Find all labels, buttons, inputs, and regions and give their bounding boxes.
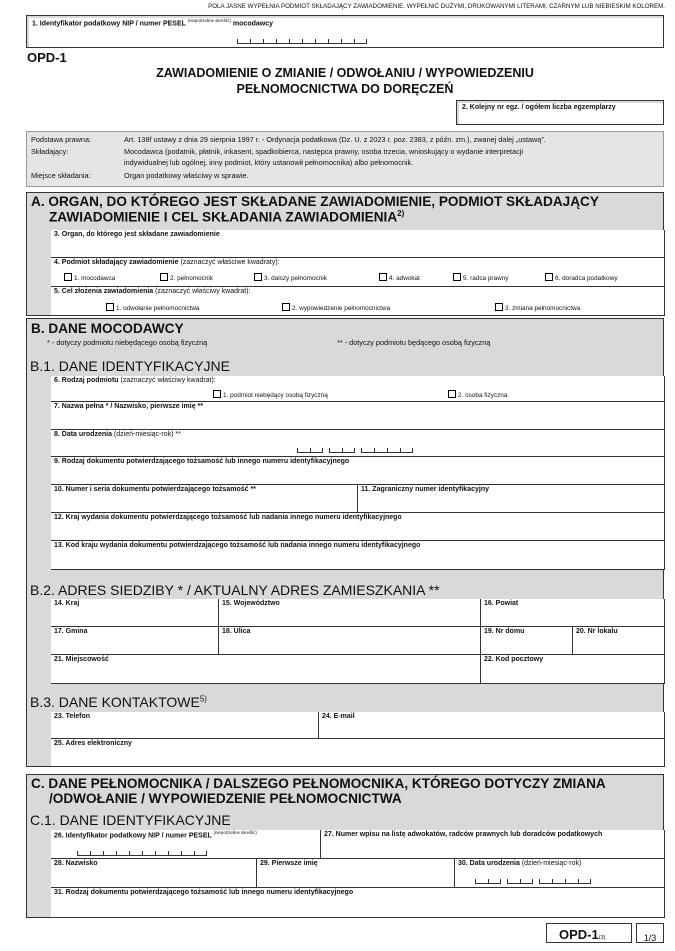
field-4-option-6[interactable]: 6. doradca podatkowy [545, 273, 618, 282]
checkbox-icon[interactable] [213, 390, 221, 398]
field-1-suffix: mocodawcy [232, 20, 273, 28]
field-2-label: 2. Kolejny nr egz. / ogółem liczba egzemplarzy [462, 104, 616, 111]
field-5-option-3[interactable]: 3. zmiana pełnomocnictwa [495, 303, 580, 312]
footer-form-code: OPD-1 [559, 927, 599, 942]
field-30-hint: (dzień-miesiąc-rok) [521, 860, 582, 867]
section-c1-title: C.1. DANE IDENTYFIKACYJNE [30, 812, 231, 828]
field-13-box[interactable] [51, 541, 665, 570]
field-19-label: 19. Nr domu [484, 628, 525, 635]
field-6-hint: (zaznaczyć właściwy kwadrat): [120, 377, 216, 384]
field-9-label: 9. Rodzaj dokumentu potwierdzającego tożsamość lub innego numeru identyfikacyjnego [54, 458, 350, 465]
submitter-value-2: indywidualnej lub ogólnej, inny podmiot, który ustanowił pełnomocnika) albo pełnomocnik. [124, 158, 414, 167]
field-27-box[interactable] [321, 830, 665, 859]
section-b [26, 318, 664, 767]
field-11-label: 11. Zagraniczny numer identyfikacyjny [361, 486, 489, 493]
checkbox-icon[interactable] [448, 390, 456, 398]
field-5-label: 5. Cel złożenia zawiadomienia [54, 288, 154, 295]
field-26-sup: (niepotrzebne skreślić) [213, 830, 257, 835]
field-8-date-ticks [329, 448, 355, 453]
section-c [26, 774, 664, 918]
field-1-digit-ticks [237, 39, 367, 44]
field-22-box[interactable] [481, 655, 665, 684]
form-title-line-1: ZAWIADOMIENIE O ZMIANIE / ODWOŁANIU / WYPOWIEDZENIU [156, 66, 534, 80]
field-23-box[interactable] [51, 712, 319, 739]
field-6-box [51, 376, 665, 402]
field-4-hint: (zaznaczyć właściwe kwadraty): [180, 259, 280, 266]
field-29-label: 29. Pierwsze imię [260, 860, 318, 867]
field-14-label: 14. Kraj [54, 600, 80, 607]
field-2-box[interactable] [456, 100, 664, 125]
field-30-date-ticks [507, 879, 533, 884]
field-7-label: 7. Nazwa pełna * / Nazwisko, pierwsze imię ** [54, 403, 204, 410]
field-6-option-2[interactable]: 2. osoba fizyczna [448, 390, 507, 399]
checkbox-icon[interactable] [106, 303, 114, 311]
field-22-label: 22. Kod pocztowy [484, 656, 544, 663]
legal-basis-label: Podstawa prawna: [31, 135, 92, 144]
checkbox-icon[interactable] [453, 273, 461, 281]
checkbox-icon[interactable] [282, 303, 290, 311]
field-1-sup: (niepotrzebne skreślić) [187, 18, 231, 23]
field-7-box[interactable] [51, 402, 665, 430]
meta-block [26, 131, 664, 187]
field-4-option-3[interactable]: 3. dalszy pełnomocnik [254, 273, 327, 282]
field-6-label: 6. Rodzaj podmiotu [54, 377, 119, 384]
section-b3-title: B.3. DANE KONTAKTOWE [30, 694, 200, 710]
field-16-label: 16. Powiat [484, 600, 519, 607]
field-13-label: 13. Kod kraju wydania dokumentu potwierdzającego tożsamość lub nadania innego numeru identyfikacyjnego [54, 542, 421, 549]
field-9-box[interactable] [51, 457, 665, 485]
field-5-option-2[interactable]: 2. wypowiedzenie pełnomocnictwa [282, 303, 390, 312]
field-11-box[interactable] [358, 485, 665, 513]
field-8-box[interactable] [51, 430, 665, 457]
footer-form-code-box [546, 923, 632, 943]
field-23-label: 23. Telefon [54, 713, 91, 720]
field-30-label: 30. Data urodzenia [458, 860, 520, 867]
field-4-option-2[interactable]: 2. pełnomocnik [160, 273, 213, 282]
field-25-label: 25. Adres elektroniczny [54, 740, 132, 747]
field-17-box[interactable] [51, 627, 219, 655]
field-21-label: 21. Miejscowość [54, 656, 109, 663]
section-a-title-2: ZAWIADOMIENIE I CEL SKŁADANIA ZAWIADOMIENIA [49, 209, 398, 225]
field-3-box[interactable] [51, 230, 665, 258]
section-b2-title: B.2. ADRES SIEDZIBY * / AKTUALNY ADRES ZAMIESZKANIA ** [30, 582, 440, 598]
submitter-value-1: Mocodawca (podatnik, płatnik, inkasent, spadkobierca, następca prawny, osoba trzecia, wnioskujący o wydanie interpretacji [124, 147, 523, 156]
field-4-option-1[interactable]: 1. mocodawca [64, 273, 115, 282]
field-29-box[interactable] [257, 859, 455, 888]
section-a-title-sup: 2) [397, 209, 405, 218]
field-8-date-ticks [297, 448, 323, 453]
field-30-date-ticks [475, 879, 501, 884]
field-31-label: 31. Rodzaj dokumentu potwierdzającego tożsamość lub innego numeru identyfikacyjnego [54, 889, 354, 896]
field-31-box[interactable] [51, 888, 665, 918]
field-4-option-5[interactable]: 5. radca prawny [453, 273, 508, 282]
field-12-box[interactable] [51, 513, 665, 541]
field-6-option-1[interactable]: 1. podmiot niebędący osobą fizyczną [213, 390, 328, 399]
field-27-label: 27. Numer wpisu na listę adwokatów, radców prawnych lub doradców podatkowych [324, 831, 603, 838]
field-3-label: 3. Organ, do którego jest składane zawiadomienie [54, 231, 220, 238]
field-26-digit-ticks [77, 851, 207, 856]
field-15-label: 15. Województwo [222, 600, 280, 607]
field-14-box[interactable] [51, 599, 219, 627]
field-20-label: 20. Nr lokalu [576, 628, 618, 635]
field-8-date-ticks [361, 448, 413, 453]
field-5-option-1[interactable]: 1. odwołanie pełnomocnictwa [106, 303, 199, 312]
form-code: OPD-1 [27, 50, 67, 65]
field-17-label: 17. Gmina [54, 628, 88, 635]
section-c-title-1: C. DANE PEŁNOMOCNIKA / DALSZEGO PEŁNOMOCNIKA, KTÓREGO DOTYCZY ZMIANA [31, 776, 606, 791]
section-b1-title: B.1. DANE IDENTYFIKACYJNE [30, 358, 230, 374]
field-21-box[interactable] [51, 655, 481, 684]
field-20-box[interactable] [573, 627, 665, 655]
place-value: Organ podatkowy właściwy w sprawie. [124, 171, 249, 180]
checkbox-icon[interactable] [495, 303, 503, 311]
field-1-label: 1. Identyfikator podatkowy NIP / numer PESEL [32, 20, 186, 28]
field-28-label: 28. Nazwisko [54, 860, 98, 867]
section-b-note-2: ** - dotyczy podmiotu będącego osobą fizyczną [337, 338, 491, 347]
field-10-box[interactable] [51, 485, 358, 513]
field-5-hint: (zaznaczyć właściwy kwadrat): [155, 288, 251, 295]
fill-instruction: POLA JASNE WYPEŁNIA PODMIOT SKŁADAJĄCY ZAWIADOMIENIE. WYPEŁNIĆ DUŻYMI, DRUKOWANYMI LITERAMI, CZARNYM LUB NIEBIESKIM KOLOREM. [208, 3, 665, 10]
checkbox-icon[interactable] [254, 273, 262, 281]
section-c-title-2: /ODWOŁANIE / WYPOWIEDZENIE PEŁNOMOCNICTWA [49, 791, 402, 806]
footer-form-version: (3) [598, 935, 606, 941]
section-b-note-1: * - dotyczy podmiotu niebędącego osobą fizyczną [47, 338, 208, 347]
field-24-label: 24. E-mail [322, 713, 355, 720]
field-8-hint: (dzień-miesiąc-rok) ** [113, 431, 181, 438]
field-1-box[interactable] [26, 15, 664, 48]
submitter-label: Składający: [31, 147, 69, 156]
field-16-box[interactable] [481, 599, 665, 627]
field-26-label: 26. Identyfikator podatkowy NIP / numer PESEL [54, 832, 212, 840]
field-18-label: 18. Ulica [222, 628, 251, 635]
field-12-label: 12. Kraj wydania dokumentu potwierdzającego tożsamość lub nadania innego numeru identyfikacyjnego [54, 514, 402, 521]
field-15-box[interactable] [219, 599, 481, 627]
field-8-label: 8. Data urodzenia [54, 431, 112, 438]
field-10-label: 10. Numer i seria dokumentu potwierdzającego tożsamość ** [54, 486, 256, 493]
field-19-box[interactable] [481, 627, 573, 655]
legal-basis-value: Art. 138f ustawy z dnia 29 sierpnia 1997 r. - Ordynacja podatkowa (Dz. U. z 2023 r. poz. 2383, z późn. zm.), zwanej dalej „ustawą”. [124, 135, 546, 144]
section-a-title-1: A. ORGAN, DO KTÓREGO JEST SKŁADANE ZAWIADOMIENIE, PODMIOT SKŁADAJĄCY [31, 194, 599, 209]
checkbox-icon[interactable] [64, 273, 72, 281]
section-a [26, 192, 664, 316]
field-4-label: 4. Podmiot składający zawiadomienie [54, 259, 179, 266]
field-28-box[interactable] [51, 859, 257, 888]
place-label: Miejsce składania: [31, 171, 91, 180]
section-b3-sup: 5) [199, 694, 207, 704]
footer-page-number: 1/3 [643, 933, 657, 943]
checkbox-icon[interactable] [545, 273, 553, 281]
field-18-box[interactable] [219, 627, 481, 655]
field-30-date-ticks [539, 879, 591, 884]
form-title-line-2: PEŁNOMOCNICTWA DO DORĘCZEŃ [236, 82, 454, 96]
section-b-title: B. DANE MOCODAWCY [31, 321, 184, 336]
field-24-box[interactable] [319, 712, 665, 739]
field-25-box[interactable] [51, 739, 665, 767]
footer-page-box [636, 923, 664, 943]
checkbox-icon[interactable] [379, 273, 387, 281]
checkbox-icon[interactable] [160, 273, 168, 281]
field-4-option-4[interactable]: 4. adwokat [379, 273, 420, 282]
